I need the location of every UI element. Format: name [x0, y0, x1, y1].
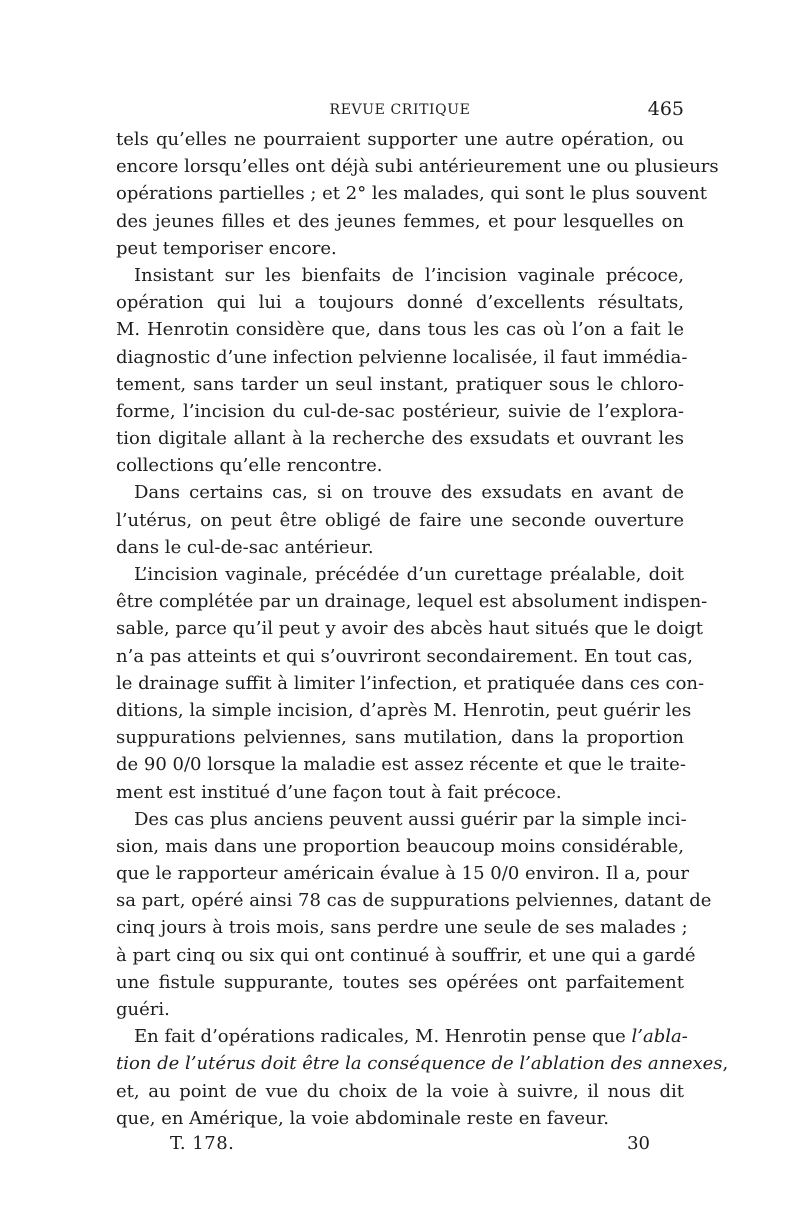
text-segment: , [722, 1053, 729, 1075]
text-segment: ditions, la simple incision, d’après M. Henrotin, peut guérir les [116, 699, 692, 721]
text-segment: que, en Amérique, la voie abdominale reste en faveur. [116, 1107, 609, 1129]
running-head-title: REVUE CRITIQUE [329, 102, 471, 118]
text-segment: sion, mais dans une proportion beaucoup moins considérable, [116, 835, 684, 857]
text-line [116, 452, 684, 479]
text-line [116, 1023, 688, 1050]
text-line [116, 344, 688, 371]
text-line [116, 262, 684, 289]
text-line [116, 914, 688, 941]
text-line [116, 806, 687, 833]
text-line [116, 860, 689, 887]
text-line [116, 479, 684, 506]
text-segment: l’abla- [631, 1026, 688, 1048]
text-line [116, 208, 684, 235]
text-line [116, 289, 684, 316]
text-line [116, 1078, 684, 1105]
text-line [116, 507, 684, 534]
text-segment: le drainage suffit à limiter l’infection, et pratiquée dans ces con- [116, 672, 705, 694]
page-footer [116, 1133, 684, 1163]
text-segment: L’incision vaginale, précédée d’un curettage préalable, doit [134, 564, 684, 585]
text-segment: sa part, opéré ainsi 78 cas de suppurations pelviennes, datant de [116, 890, 712, 912]
text-line [116, 724, 684, 751]
text-line [116, 153, 719, 180]
text-line [116, 942, 696, 969]
text-segment: Des cas plus anciens peuvent aussi guérir par la simple inci- [134, 808, 687, 830]
text-segment: ment est institué d’une façon tout à fait précoce. [116, 781, 562, 803]
text-segment: tion digitale allant à la recherche des exsudats et ouvrant les [116, 428, 684, 450]
text-line [116, 887, 712, 914]
text-segment: tement, sans tarder un seul instant, pratiquer sous le chloro- [116, 373, 684, 395]
text-segment: que le rapporteur américain évalue à 15 0/0 environ. Il a, pour [116, 863, 689, 885]
text-segment: suppurations pelviennes, sans mutilation, dans la proportion [116, 727, 684, 749]
body-text [116, 126, 729, 1132]
text-segment: de 90 0/0 lorsque la maladie est assez récente et que le traite- [116, 754, 686, 776]
text-line [116, 996, 684, 1023]
text-segment: opération qui lui a toujours donné d’excellents résultats, [116, 292, 684, 314]
text-line [116, 126, 684, 153]
text-segment: tion de l’utérus doit être la conséquence de l’ablation des annexes [116, 1053, 723, 1075]
text-segment: M. Henrotin considère que, dans tous les cas où l’on a fait le [116, 319, 684, 341]
text-line [116, 316, 684, 343]
text-segment: tels qu’elles ne pourraient supporter une autre opération, ou [116, 129, 684, 150]
text-line [116, 180, 707, 207]
text-segment: sable, parce qu’il peut y avoir des abcès haut situés que le doigt [116, 618, 704, 640]
text-line [116, 235, 684, 262]
text-line [116, 833, 684, 860]
text-line [116, 561, 684, 588]
text-segment: collections qu’elle rencontre. [116, 455, 383, 477]
text-segment: l’utérus, on peut être obligé de faire une seconde ouverture [116, 509, 684, 531]
sheet-number: 30 [627, 1133, 650, 1154]
page-number: 465 [647, 98, 684, 120]
text-segment: à part cinq ou six qui ont continué à souffrir, et une qui a gardé [116, 944, 696, 966]
text-segment: cinq jours à trois mois, sans perdre une seule de ses malades ; [116, 917, 688, 939]
text-line [116, 643, 693, 670]
text-segment: Insistant sur les bienfaits de l’incision vaginale précoce, [134, 264, 684, 286]
text-segment: guéri. [116, 999, 170, 1020]
running-head [116, 96, 684, 126]
text-segment: dans le cul-de-sac antérieur. [116, 536, 374, 558]
text-segment: forme, l’incision du cul-de-sac postérieur, suivie de l’explora- [116, 400, 684, 422]
text-line [116, 969, 684, 996]
text-segment: peut temporiser encore. [116, 237, 337, 259]
text-segment: et, au point de vue du choix de la voie à suivre, il nous dit [116, 1080, 684, 1102]
text-line [116, 588, 708, 615]
text-line [116, 779, 684, 806]
text-segment: diagnostic d’une infection pelvienne localisée, il faut immédia- [116, 346, 688, 368]
text-line [116, 751, 684, 778]
text-segment: des jeunes filles et des jeunes femmes, et pour lesquelles on [116, 210, 684, 232]
text-segment: opérations partielles ; et 2° les malades, qui sont le plus souvent [116, 183, 707, 205]
signature-mark: T. 178. [170, 1133, 235, 1154]
text-line [116, 1105, 684, 1132]
text-segment: une fistule suppurante, toutes ses opérées ont parfaitement [116, 971, 684, 993]
text-line [116, 697, 692, 724]
text-line [116, 1050, 729, 1077]
text-line [116, 371, 684, 398]
text-line [116, 670, 705, 697]
text-line [116, 425, 684, 452]
text-segment: Dans certains cas, si on trouve des exsudats en avant de [134, 482, 684, 504]
text-segment: être complétée par un drainage, lequel est absolument indispen- [116, 591, 708, 613]
text-segment: encore lorsqu’elles ont déjà subi antérieurement une ou plusieurs [116, 156, 719, 178]
text-line [116, 398, 684, 425]
text-segment: n’a pas atteints et qui s’ouvriront secondairement. En tout cas, [116, 645, 693, 667]
text-segment: En fait d’opérations radicales, M. Henrotin pense que [134, 1026, 632, 1048]
text-line [116, 615, 704, 642]
text-line [116, 534, 684, 561]
